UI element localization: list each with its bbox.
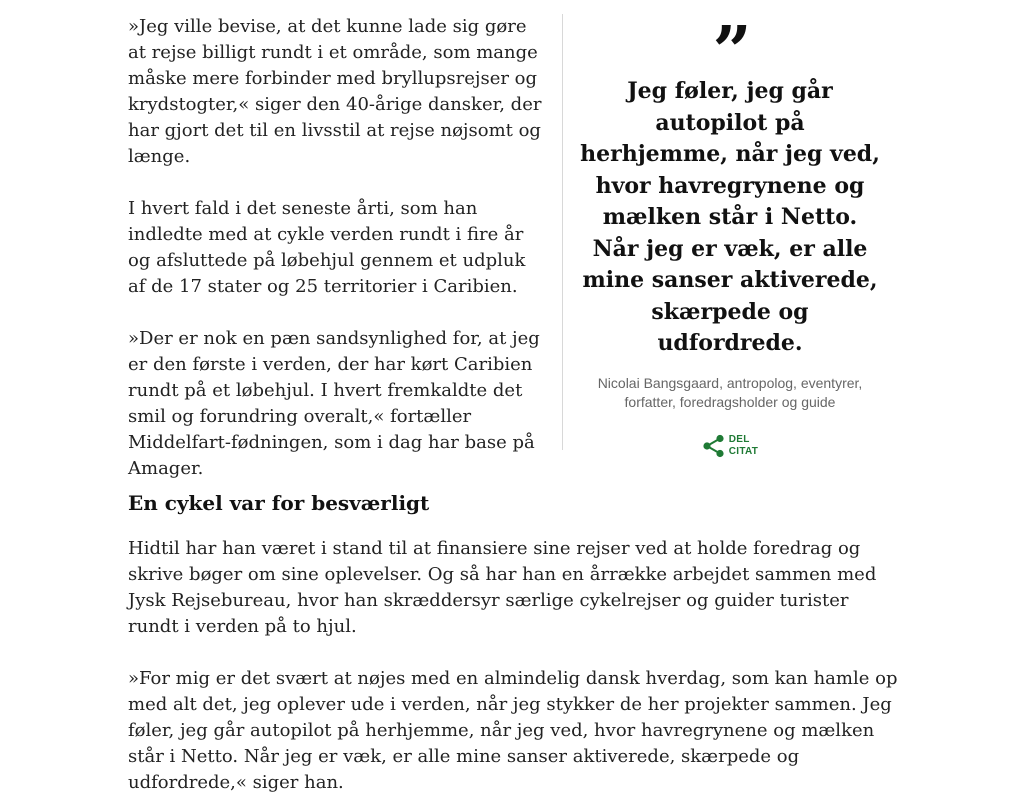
- share-label-line1: DEL: [728, 433, 750, 445]
- pull-quote-text: Jeg føler, jeg går autopilot på herhjemme, når jeg ved, hvor havregrynene og mælken står i Netto. Når jeg er væk, er alle mine sanser aktiverede, skærpede og udfordrede.: [580, 78, 880, 356]
- section-heading: En cykel var for besværligt: [128, 491, 430, 515]
- pull-quote: [580, 12, 880, 462]
- share-label-line2: CITAT: [728, 445, 759, 457]
- article-paragraph: I hvert fald i det seneste årti, som han indledte med at cykle verden rundt i fire år og afsluttede på løbehjul gennem et udpluk af de 17 stater og 25 territorier i Caribien.: [128, 198, 526, 297]
- article-paragraph: »Der er nok en pæn sandsynlighed for, at jeg er den første i verden, der har kørt Caribien rundt på et løbehjul. I hvert fremkaldte det smil og forundring overalt,« fortæller Middelfart-fødningen, som i dag har base på Amager.: [128, 328, 540, 479]
- column-divider: [562, 14, 563, 450]
- article-paragraph: »For mig er det svært at nøjes med en almindelig dansk hverdag, som kan hamle op med alt det, jeg oplever ude i verden, når jeg stykker de her projekter sammen. Jeg føler, jeg går autopilot på herhjemme, når jeg ved, hvor havregrynene og mælken står i Netto. Når jeg er væk, er alle mine sanser aktiverede, skærpede og udfordrede,« siger han.: [128, 668, 898, 793]
- article-paragraph: »Jeg ville bevise, at det kunne lade sig gøre at rejse billigt rundt i et område, som mange måske mere forbinder med bryllupsrejser og krydstogter,« siger den 40-årige dansker, der har gjort det til en livsstil at rejse nøjsomt og længe.: [128, 16, 542, 167]
- pull-quote-author: Nicolai Bangsgaard, antropolog, eventyrer, forfatter, foredragsholder og guide: [597, 374, 863, 410]
- article-paragraph: Hidtil har han været i stand til at finansiere sine rejser ved at holde foredrag og skrive bøger om sine oplevelser. Og så har han en årrække arbejdet sammen med Jysk Rejsebureau, hvor han skræddersyr særlige cykelrejser og guider turister rundt i verden på to hjul.: [128, 538, 877, 637]
- share-quote-label: [726, 434, 758, 458]
- share-icon: [702, 434, 726, 458]
- share-quote-button[interactable]: [702, 434, 758, 458]
- quote-mark-icon: ”: [712, 12, 748, 92]
- article-bottom-section: [128, 488, 898, 796]
- article-left-column: [128, 14, 546, 482]
